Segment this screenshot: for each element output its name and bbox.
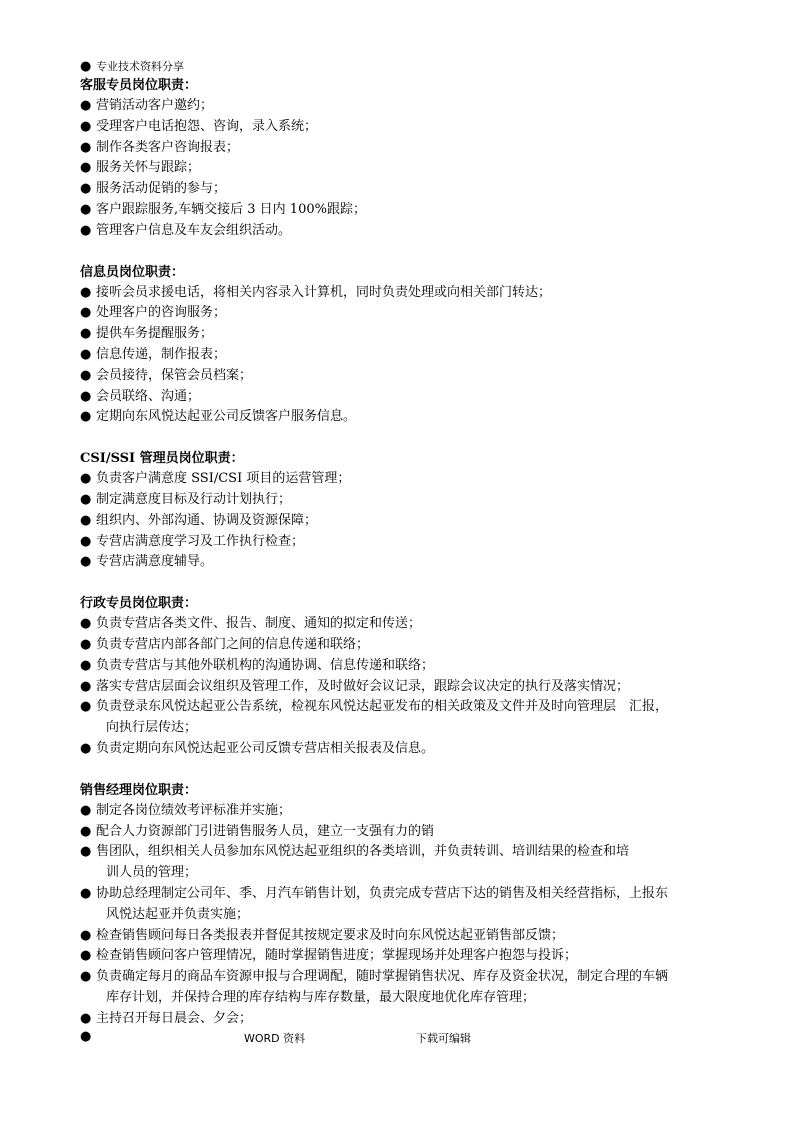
list-item-text: 负责登录东风悦达起亚公告系统，检视东风悦达起亚发布的相关政策及文件并及时向管理层 汇报，	[96, 699, 669, 715]
list-item-text: 提供车务提醒服务；	[96, 326, 214, 342]
bullet-icon: ●	[80, 740, 92, 756]
bullet-icon: ●	[80, 616, 92, 632]
section-spacer	[80, 760, 720, 780]
list-item-text: 专营店满意度辅导。	[96, 554, 214, 570]
list-item-text: 服务活动促销的参与；	[96, 181, 227, 197]
list-item	[80, 283, 720, 304]
list-item	[80, 739, 720, 760]
section-spacer	[80, 573, 720, 593]
sections-container	[80, 75, 720, 1029]
list-item-text: 客户跟踪服务,车辆交接后 3 日内 100%跟踪；	[96, 201, 366, 217]
bullet-icon: ●	[80, 326, 92, 342]
list-item	[80, 179, 720, 200]
list-item-text: 负责客户满意度 SSI/CSI 项目的运营管理；	[96, 471, 351, 487]
list-item	[80, 656, 720, 677]
bullet-icon: ●	[80, 388, 92, 404]
bullet-icon: ●	[80, 98, 92, 113]
bullet-icon: ●	[80, 533, 92, 549]
bullet-icon: ●	[80, 927, 92, 943]
bullet-icon: ●	[80, 948, 92, 964]
section-title: CSI/SSI 管理员岗位职责：	[80, 451, 244, 467]
list-item	[80, 926, 720, 947]
list-item-text: 负责专营店与其他外联机构的沟通协调、信息传递和联络；	[96, 657, 435, 673]
list-item	[80, 511, 720, 532]
bullet-icon: ●	[80, 885, 92, 901]
list-item	[80, 946, 720, 967]
bullet-icon: ●	[80, 284, 92, 300]
list-item	[80, 158, 720, 179]
list-item	[80, 96, 720, 117]
list-item	[80, 221, 720, 242]
list-item	[80, 677, 720, 698]
bullet-icon: ●	[80, 305, 92, 321]
bullet-icon: ●	[80, 222, 92, 238]
list-item	[80, 407, 720, 428]
list-item	[80, 469, 720, 490]
list-item-text: 会员联络、沟通；	[96, 388, 201, 404]
list-item	[80, 842, 720, 863]
list-item-text: 接听会员求援电话，将相关内容录入计算机，同时负责处理或向相关部门转达；	[96, 284, 552, 300]
list-item-text: 检查销售顾问客户管理情况，随时掌握销售进度；掌握现场并处理客户抱怨与投诉；	[96, 948, 578, 964]
list-item-text: 负责专营店内部各部门之间的信息传递和联络；	[96, 636, 370, 652]
list-item	[80, 117, 720, 138]
bullet-icon: ●	[80, 118, 92, 134]
list-item	[80, 387, 720, 408]
header-text: 专业技术资料分享	[96, 60, 184, 73]
bullet-icon: ●	[80, 657, 92, 673]
list-item	[80, 801, 720, 822]
document-page	[80, 58, 720, 1050]
list-item-text: 配合人力资源部门引进销售服务人员，建立一支强有力的销	[96, 823, 435, 839]
list-item-text: 协助总经理制定公司年、季、月汽车销售计划，负责完成专营店下达的销售及相关经营指标，上报东	[96, 885, 669, 901]
bullet-icon: ●	[80, 346, 92, 362]
list-item	[80, 366, 720, 387]
list-item-text: 制定满意度目标及行动计划执行；	[96, 491, 292, 507]
list-item	[80, 345, 720, 366]
list-item	[80, 324, 720, 345]
section-title: 销售经理岗位职责：	[80, 782, 198, 798]
list-item-text: 管理客户信息及车友会组织活动。	[96, 222, 292, 238]
list-item	[80, 697, 720, 718]
list-item-continuation: 库存计划，并保持合理的库存结构与库存数量，最大限度地优化库存管理；	[106, 989, 536, 1005]
list-item-text: 会员接待，保管会员档案；	[96, 367, 253, 383]
list-item	[80, 490, 720, 511]
bullet-icon: ●	[80, 844, 92, 860]
list-item-text: 营销活动客户邀约；	[96, 98, 214, 113]
list-item	[80, 1009, 720, 1030]
list-item	[80, 635, 720, 656]
list-item	[80, 614, 720, 635]
section-spacer	[80, 428, 720, 448]
bullet-icon: ●	[80, 636, 92, 652]
list-item	[80, 884, 720, 905]
list-item	[80, 532, 720, 553]
list-item-text: 制作各类客户咨询报表；	[96, 139, 240, 155]
list-item	[80, 822, 720, 843]
list-item	[80, 552, 720, 573]
footer-left-text: WORD 资料	[244, 1032, 306, 1046]
bullet-icon: ●	[80, 1010, 92, 1026]
bullet-icon: ●	[80, 471, 92, 487]
list-item-text: 定期向东风悦达起亚公司反馈客户服务信息。	[96, 409, 357, 425]
section-title: 行政专员岗位职责：	[80, 596, 198, 612]
bullet-icon: ●	[80, 554, 92, 570]
list-item-text: 主持召开每日晨会、夕会；	[96, 1010, 253, 1026]
list-item-text: 负责确定每月的商品车资源申报与合理调配，随时掌握销售状况、库存及资金状况，制定合理的车辆	[96, 969, 669, 985]
list-item	[80, 200, 720, 221]
section-spacer	[80, 242, 720, 262]
list-item	[80, 138, 720, 159]
list-item-continuation: 向执行层传达；	[106, 720, 198, 736]
list-item-text: 检查销售顾问每日各类报表并督促其按规定要求及时向东风悦达起亚销售部反馈；	[96, 927, 565, 943]
bullet-icon: ●	[80, 181, 92, 197]
footer-right-text: 下载可编辑	[416, 1032, 471, 1046]
list-item-text: 服务关怀与跟踪；	[96, 160, 201, 176]
list-item-text: 负责专营店各类文件、报告、制度、通知的拟定和传送；	[96, 616, 422, 632]
header-line	[80, 58, 720, 75]
list-item-text: 制定各岗位绩效考评标准并实施；	[96, 802, 292, 818]
bullet-icon: ●	[80, 512, 92, 528]
list-item-text: 组织内、外部沟通、协调及资源保障；	[96, 512, 318, 528]
bullet-icon: ●	[80, 160, 92, 176]
bullet-icon: ●	[80, 139, 92, 155]
footer-line	[80, 1029, 720, 1050]
bullet-icon: ●	[80, 367, 92, 383]
list-item-text: 专营店满意度学习及工作执行检查；	[96, 533, 305, 549]
list-item-continuation: 风悦达起亚并负责实施；	[106, 906, 250, 922]
list-item	[80, 967, 720, 988]
bullet-icon: ●	[80, 969, 92, 985]
list-item-text: 信息传递，制作报表；	[96, 346, 227, 362]
bullet-icon: ●	[80, 201, 92, 217]
bullet-icon: ●	[80, 699, 92, 715]
list-item-text: 受理客户电话抱怨、咨询，录入系统；	[96, 118, 318, 134]
bullet-icon: ●	[80, 802, 92, 818]
bullet-icon: ●	[80, 59, 92, 74]
bullet-icon: ●	[80, 1029, 92, 1045]
list-item-text: 售团队，组织相关人员参加东风悦达起亚组织的各类培训，并负责转训、培训结果的检查和培	[96, 844, 630, 860]
list-item-text: 处理客户的咨询服务；	[96, 305, 227, 321]
section-title: 信息员岗位职责：	[80, 264, 185, 280]
list-item-text: 负责定期向东风悦达起亚公司反馈专营店相关报表及信息。	[96, 740, 435, 756]
bullet-icon: ●	[80, 491, 92, 507]
bullet-icon: ●	[80, 409, 92, 425]
list-item-continuation: 训人员的管理；	[106, 865, 198, 881]
section-title: 客服专员岗位职责：	[80, 78, 198, 93]
bullet-icon: ●	[80, 678, 92, 694]
bullet-icon: ●	[80, 823, 92, 839]
list-item	[80, 303, 720, 324]
list-item-text: 落实专营店层面会议组织及管理工作，及时做好会议记录，跟踪会议决定的执行及落实情况；	[96, 678, 630, 694]
